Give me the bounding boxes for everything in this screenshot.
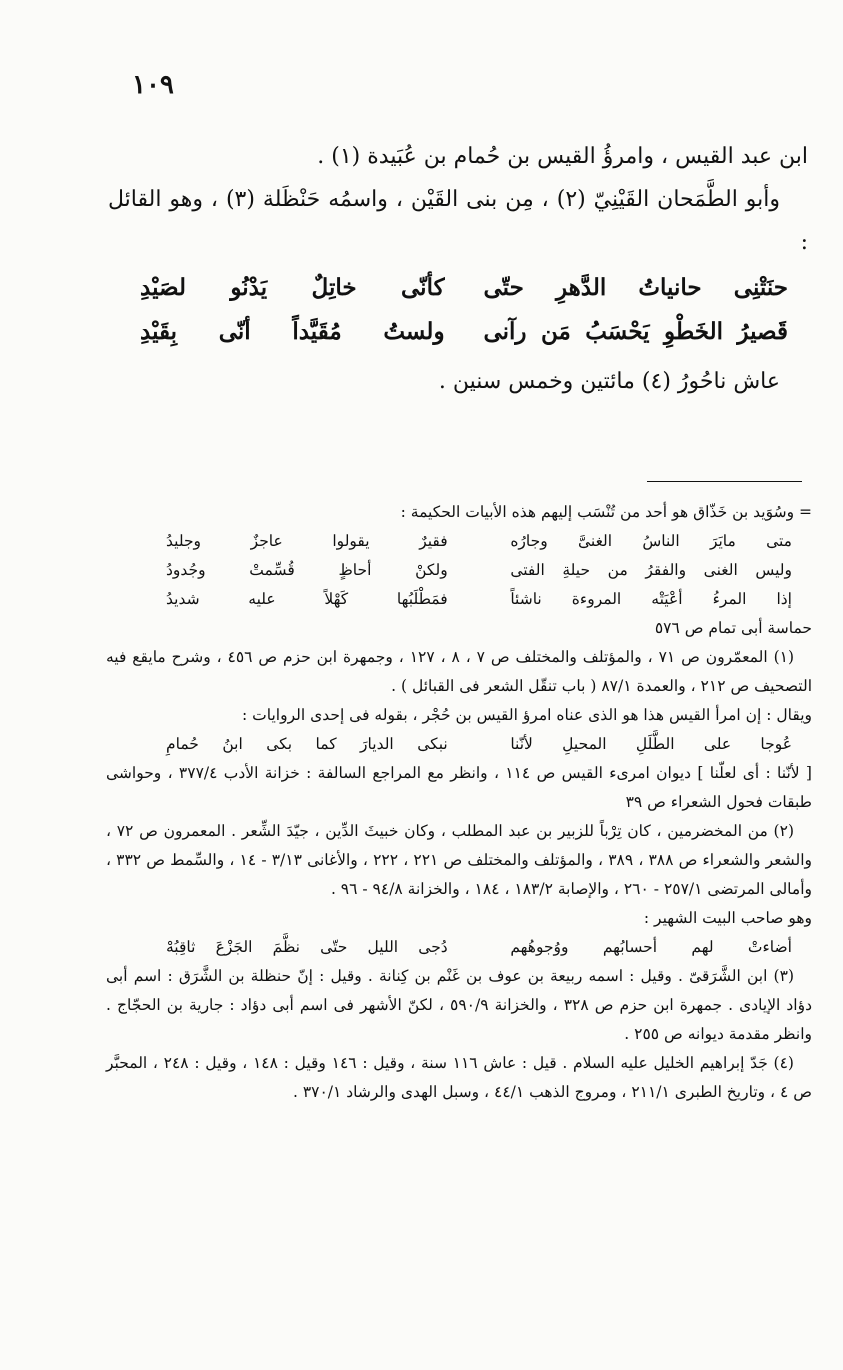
poem-verse — [108, 266, 808, 310]
verse-second-hemistich: دُجى الليل حتّى نظَّمَ الجَزْعَ ثاقِبُهْ — [166, 938, 448, 956]
footnote-1-source: [ لأنّنا : أى لعلّنا ] ديوان امرىء القيس ص ١١٤ ، وانظر مع المراجع السالفة : خزانة الأدب ٣٧٧/٤ ، وحواشى طبقات فحول الشعراء ص ٣٩ — [106, 764, 812, 811]
verse-first-hemistich: متى مايَرَ الناسُ الغنىَّ وجارُه — [510, 532, 792, 550]
page-number: ١٠٩ — [132, 70, 174, 100]
footnote-verse — [106, 556, 812, 585]
verse-second-hemistich: ولستُ مُقَيَّداً أنّى بِقَيْدِ — [140, 318, 445, 345]
footnote-1-text: ويقال : إن امرأ القيس هذا هو الذى عناه امرؤ القيس بن حُجْر ، بقوله فى إحدى الروايات : — [242, 706, 812, 724]
footnotes — [106, 498, 812, 1107]
verse-second-hemistich: كأنّى خاتِلٌ يَدْنُو لصَيْدِ — [140, 274, 445, 301]
footnote-verse — [106, 730, 812, 759]
footnote-1: (١) المعمّرون ص ٧١ ، والمؤتلف والمختلف ص ٧ ، ٨ ، ١٢٧ ، وجمهرة ابن حزم ص ٤٥٦ ، وشرح مايقع فيه التصحيف ص ٢١٢ ، والعمدة ٨٧/١ ( باب تنقّل الشعر فى القبائل ) . — [106, 648, 812, 695]
verse-second-hemistich: ولكنْ أحاظٍ قُسِّمتْ وجُدودُ — [166, 561, 448, 579]
main-paragraph: ابن عبد القيس ، وامرؤُ القيس بن حُمام بن عُبَيدة (١) . — [317, 144, 808, 169]
verse-first-hemistich: قَصيرُ الخَطْوِ يَحْسَبُ مَن رآنى — [483, 318, 788, 345]
footnote-3: (٣) ابن الشَّرَقىّ . وقيل : اسمه ربيعة بن عوف بن غَنْم بن كِنانة . وقيل : إنّ حنظلة بن الشَّرَق : اسم أبى دؤاد الإيادى . جمهرة ابن حزم ص ٣٢٨ ، والخزانة ٥٩٠/٩ ، لكنّ الأشهر فى اسم أبى دؤاد : جارية بن الحجّاج . وانظر مقدمة ديوانه ص ٢٥٥ . — [106, 967, 812, 1043]
verse-first-hemistich: حنَتْنِى حانياتُ الدَّهرِ حتّى — [483, 274, 788, 301]
verse-first-hemistich: عُوجا على الطَّلَلِ المحيلِ لأنّنا — [510, 735, 792, 753]
main-paragraph: عاش ناحُورُ (٤) مائتين وخمس سنين . — [438, 369, 780, 394]
verse-second-hemistich: نبكى الديارَ كما بكى ابنُ حُمامِ — [166, 735, 448, 753]
verse-first-hemistich: وليس الغنى والفقرُ من حيلةِ الفتى — [510, 561, 792, 579]
footnote-4: (٤) جَدّ إبراهيم الخليل عليه السلام . قيل : عاش ١١٦ سنة ، وقيل : ١٤٦ وقيل : ١٤٨ ، وقيل : ٢٤٨ ، المحبَّر ص ٤ ، وتاريخ الطبرى ٢١١/١ ، ومروج الذهب ٤٤/١ ، وسبل الهدى والرشاد ٣٧٠/١ . — [106, 1054, 812, 1101]
footnote-2-text: وهو صاحب البيت الشهير : — [643, 909, 812, 927]
footnote-verse — [106, 933, 812, 962]
footnote-source: حماسة أبى تمام ص ٥٧٦ — [654, 619, 812, 637]
footnote-continuation: = وسُوَيد بن خَذّاق هو أحد من تُنْسَب إليهم هذه الأبيات الحكيمة : — [400, 503, 812, 521]
verse-second-hemistich: فقيرٌ يقولوا عاجزٌ وجليدُ — [166, 532, 448, 550]
poem-verse — [108, 310, 808, 354]
footnote-verse — [106, 527, 812, 556]
footnote-verse — [106, 585, 812, 614]
poem — [108, 266, 808, 354]
footnote-separator — [647, 481, 802, 482]
verse-second-hemistich: فمَطْلَبُها كَهْلاً عليه شديدُ — [166, 590, 448, 608]
main-text — [108, 135, 808, 403]
verse-first-hemistich: إذا المرءُ أعْيَتْه المروءة ناشئاً — [510, 590, 792, 608]
main-paragraph: وأبو الطَّمَحان القَيْنِيّ (٢) ، مِن بنى القَيْن ، واسمُه حَنْظَلة (٣) ، وهو القائل : — [108, 187, 808, 255]
footnote-2: (٢) من المخضرمين ، كان تِرْباً للزبير بن عبد المطلب ، وكان خبيثَ الدِّين ، جيّدَ الشِّعر . المعمرون ص ٧٢ ، والشعر والشعراء ص ٣٨٨ ، ٣٨٩ ، والمؤتلف والمختلف ص ٢٢١ ، ٢٢٢ ، والأغانى ٣/١٣ - ١٤ ، والسِّمط ص ٣٣٢ ، وأمالى المرتضى ٢٥٧/١ - ٢٦٠ ، والإصابة ١٨٣/٢ ، ١٨٤ ، والخزانة ٩٤/٨ - ٩٦ . — [106, 822, 813, 898]
verse-first-hemistich: أضاءتْ لهم أحسابُهم ووُجوهُهم — [510, 938, 792, 956]
